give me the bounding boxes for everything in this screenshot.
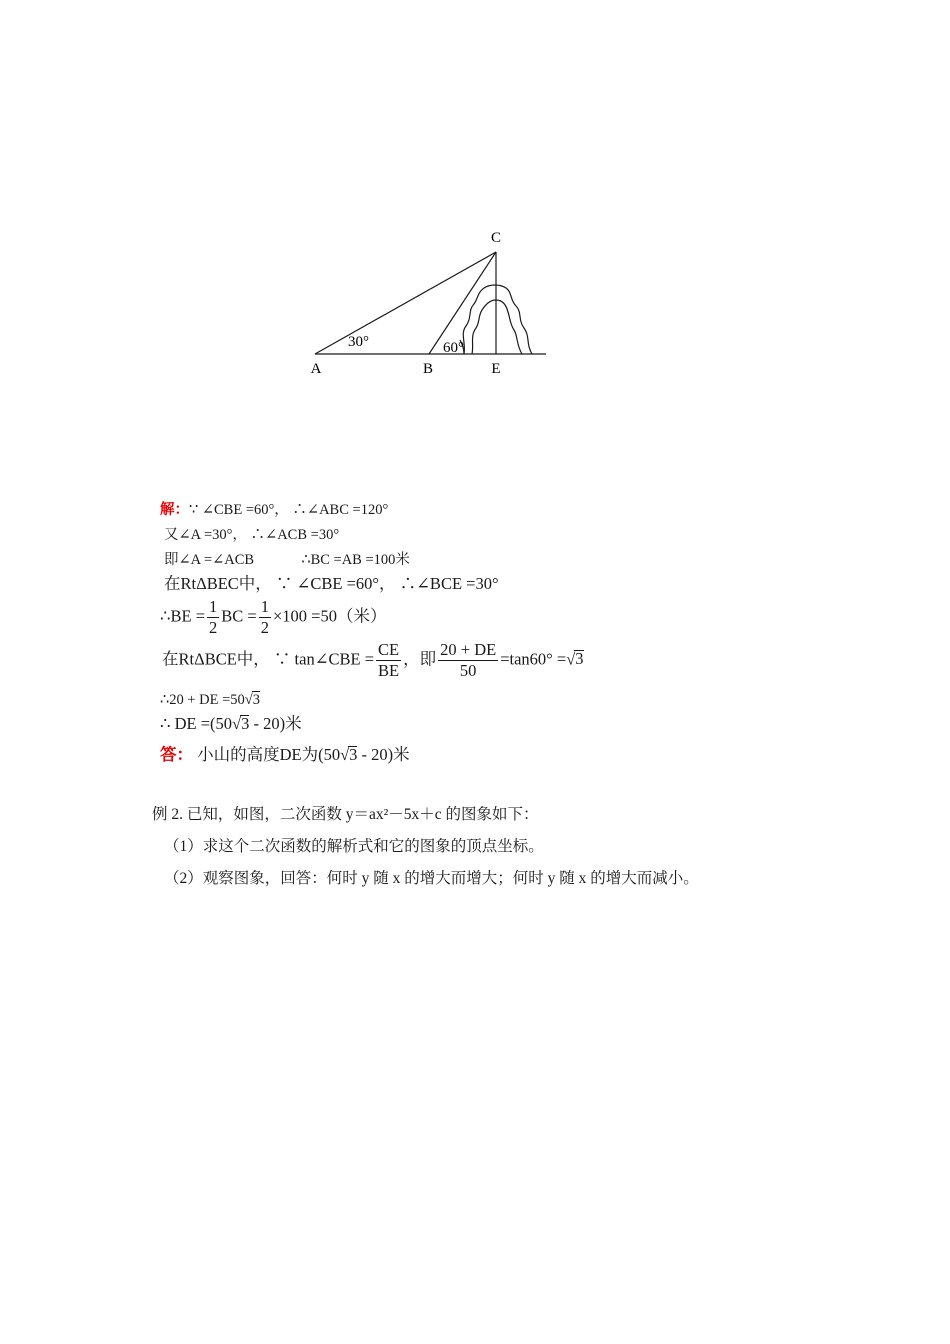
solution-line-8: ∴ DE =(50√3 - 20)米 xyxy=(160,714,302,733)
answer-line: 答： 小山的高度DE为(50√3 - 20)米 xyxy=(160,745,410,764)
fraction-half-1: $\frac{1}{2}$ xyxy=(209,597,218,637)
fraction-half-2: $\frac{1}{2}$ xyxy=(260,597,269,637)
angle-a-label: 30° xyxy=(348,334,369,350)
da-label: 答 xyxy=(160,745,177,764)
line-ac xyxy=(315,252,496,354)
example2-question-1: （1）求这个二次函数的解析式和它的图象的顶点坐标。 xyxy=(164,838,544,855)
line-bc xyxy=(429,252,496,354)
hill-outer xyxy=(463,285,532,354)
geometry-figure xyxy=(300,220,560,385)
label-b: B xyxy=(422,361,434,377)
solution-line-7: ∴20 + DE =50√3 xyxy=(160,692,260,708)
example2-question-2: （2）观察图象，回答：何时 y 随 x 的增大而增大；何时 y 随 x 的增大而减小。 xyxy=(164,870,699,887)
example2-title: 例 2. 已知，如图，二次函数 y＝ax²－5x＋c 的图象如下： xyxy=(152,806,539,823)
solution-line-4: 在RtΔBEC中， ∵ ∠CBE =60°， ∴∠BCE =30° xyxy=(164,574,499,593)
label-c: C xyxy=(490,230,502,246)
hill-inner xyxy=(472,300,522,354)
solution-line-5: ∴BE = $\frac{1}{2}$ BC = $\frac{1}{2}$ ×100 =50（米） xyxy=(160,597,387,637)
jie-label: 解 xyxy=(160,502,175,518)
solution-line-3: 即∠A =∠ACB ∴BC =AB =100米 xyxy=(164,552,410,568)
solution-line-1: 解：∵ ∠CBE =60°， ∴∠ABC =120° xyxy=(160,502,389,518)
label-a: A xyxy=(310,361,322,377)
label-e: E xyxy=(491,361,501,377)
solution-line-2: 又∠A =30°， ∴∠ACB =30° xyxy=(164,527,340,543)
fraction-ce-be: $\frac{CE}{BE}$ xyxy=(378,640,400,680)
fraction-20de-50: $\frac{20 + DE}{50}$ xyxy=(440,640,497,680)
solution-line-6: 在RtΔBCE中， ∵ tan∠CBE = $\frac{CE}{BE}$ ，即 $\frac{20 + DE}{50}$ =tan60° =√3 xyxy=(162,640,584,680)
angle-b-label: 60° xyxy=(443,340,464,356)
